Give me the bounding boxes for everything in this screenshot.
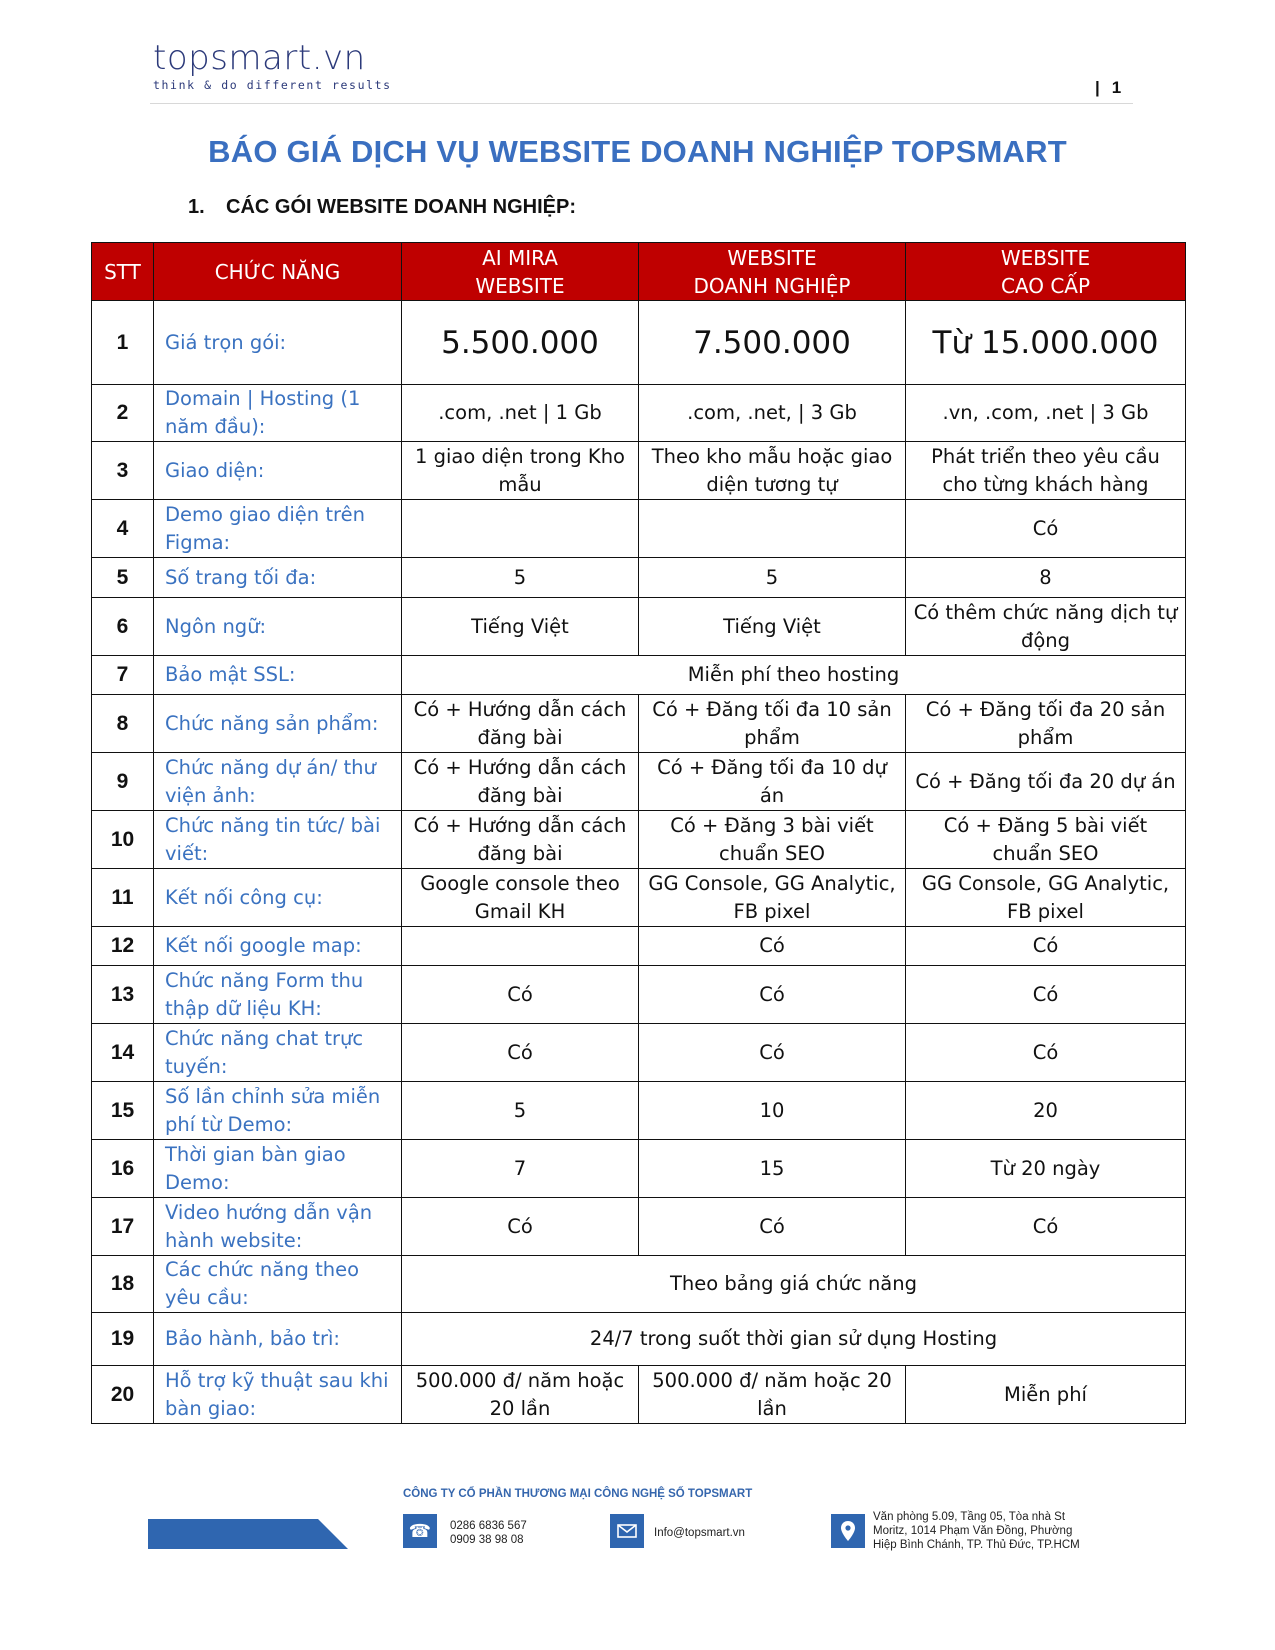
- row-number: 13: [92, 966, 154, 1024]
- feature-label: Các chức năng theo yêu cầu:: [154, 1256, 402, 1313]
- table-row: [92, 927, 1186, 966]
- table-row: [92, 811, 1186, 869]
- page-number-value: 1: [1111, 78, 1122, 97]
- cell-doanh-nghiep: Có: [639, 927, 906, 966]
- footer-address-line: Hiệp Bình Chánh, TP. Thủ Đức, TP.HCM: [873, 1539, 1080, 1551]
- cell-cao-cap: Có: [906, 966, 1186, 1024]
- row-number: 10: [92, 811, 154, 869]
- table-row: [92, 1198, 1186, 1256]
- row-number: 3: [92, 442, 154, 500]
- table-row: [92, 385, 1186, 442]
- cell-cao-cap: Miễn phí: [906, 1366, 1186, 1424]
- cell-doanh-nghiep: Theo kho mẫu hoặc giao diện tương tự: [639, 442, 906, 500]
- cell-cao-cap: Có: [906, 1198, 1186, 1256]
- table-row: [92, 558, 1186, 598]
- row-number: 20: [92, 1366, 154, 1424]
- feature-label: Domain | Hosting (1 năm đầu):: [154, 385, 402, 442]
- cell-cao-cap: Có + Đăng tối đa 20 sản phẩm: [906, 695, 1186, 753]
- cell-ai-mira: [402, 500, 639, 558]
- feature-label: Chức năng sản phẩm:: [154, 695, 402, 753]
- page-title: BÁO GIÁ DỊCH VỤ WEBSITE DOANH NGHIỆP TOPSMART: [208, 134, 1067, 169]
- feature-label: Kết nối google map:: [154, 927, 402, 966]
- cell-ai-mira: Google console theo Gmail KH: [402, 869, 639, 927]
- cell-doanh-nghiep: 7.500.000: [639, 301, 906, 385]
- footer-phone-2: 0909 38 98 08: [450, 1534, 524, 1546]
- table-row: [92, 301, 1186, 385]
- cell-ai-mira: 1 giao diện trong Kho mẫu: [402, 442, 639, 500]
- row-number: 5: [92, 558, 154, 598]
- row-number: 8: [92, 695, 154, 753]
- cell-ai-mira: Có + Hướng dẫn cách đăng bài: [402, 753, 639, 811]
- phone-icon: ☎: [403, 1514, 437, 1548]
- cell-doanh-nghiep: Có: [639, 966, 906, 1024]
- cell-doanh-nghiep: Có: [639, 1024, 906, 1082]
- table-row: [92, 598, 1186, 656]
- cell-ai-mira: 500.000 đ/ năm hoặc 20 lần: [402, 1366, 639, 1424]
- merged-value: Miễn phí theo hosting: [402, 656, 1186, 695]
- footer-address-line: Moritz, 1014 Phạm Văn Đồng, Phường: [873, 1525, 1073, 1537]
- cell-doanh-nghiep: Có + Đăng tối đa 10 sản phẩm: [639, 695, 906, 753]
- cell-doanh-nghiep: [639, 500, 906, 558]
- feature-label: Số trang tối đa:: [154, 558, 402, 598]
- logo-tagline: think & do different results: [153, 78, 392, 92]
- cell-ai-mira: 5.500.000: [402, 301, 639, 385]
- feature-label: Hỗ trợ kỹ thuật sau khi bàn giao:: [154, 1366, 402, 1424]
- table-row: [92, 966, 1186, 1024]
- page-number: [1095, 78, 1121, 98]
- table-row: [92, 656, 1186, 695]
- feature-label: Thời gian bàn giao Demo:: [154, 1140, 402, 1198]
- header-stt: STT: [92, 243, 154, 301]
- price-table: [91, 242, 1186, 1424]
- row-number: 2: [92, 385, 154, 442]
- cell-doanh-nghiep: Có: [639, 1198, 906, 1256]
- feature-label: Giá trọn gói:: [154, 301, 402, 385]
- row-number: 11: [92, 869, 154, 927]
- cell-doanh-nghiep: Tiếng Việt: [639, 598, 906, 656]
- feature-label: Demo giao diện trên Figma:: [154, 500, 402, 558]
- cell-cao-cap: Có: [906, 927, 1186, 966]
- cell-ai-mira: Có: [402, 1198, 639, 1256]
- footer-email[interactable]: Info@topsmart.vn: [654, 1527, 745, 1539]
- cell-cao-cap: Có + Đăng 5 bài viết chuẩn SEO: [906, 811, 1186, 869]
- cell-ai-mira: [402, 927, 639, 966]
- cell-cao-cap: Có + Đăng tối đa 20 dự án: [906, 753, 1186, 811]
- cell-ai-mira: .com, .net | 1 Gb: [402, 385, 639, 442]
- cell-ai-mira: Có + Hướng dẫn cách đăng bài: [402, 811, 639, 869]
- cell-doanh-nghiep: Có + Đăng 3 bài viết chuẩn SEO: [639, 811, 906, 869]
- merged-value: 24/7 trong suốt thời gian sử dụng Hosting: [402, 1313, 1186, 1366]
- feature-label: Kết nối công cụ:: [154, 869, 402, 927]
- table-row: [92, 442, 1186, 500]
- feature-label: Chức năng tin tức/ bài viết:: [154, 811, 402, 869]
- feature-label: Giao diện:: [154, 442, 402, 500]
- cell-cao-cap: GG Console, GG Analytic, FB pixel: [906, 869, 1186, 927]
- cell-cao-cap: Từ 15.000.000: [906, 301, 1186, 385]
- cell-ai-mira: Có: [402, 966, 639, 1024]
- row-number: 7: [92, 656, 154, 695]
- table-row: [92, 869, 1186, 927]
- cell-cao-cap: Từ 20 ngày: [906, 1140, 1186, 1198]
- section-label: CÁC GÓI WEBSITE DOANH NGHIỆP:: [226, 196, 577, 218]
- cell-ai-mira: Có: [402, 1024, 639, 1082]
- logo-wordmark: topsmart.vn: [153, 38, 366, 78]
- cell-cao-cap: 20: [906, 1082, 1186, 1140]
- table-row: [92, 1256, 1186, 1313]
- cell-doanh-nghiep: .com, .net, | 3 Gb: [639, 385, 906, 442]
- row-number: 17: [92, 1198, 154, 1256]
- feature-label: Chức năng Form thu thập dữ liệu KH:: [154, 966, 402, 1024]
- row-number: 19: [92, 1313, 154, 1366]
- cell-ai-mira: 5: [402, 558, 639, 598]
- table-row: [92, 1082, 1186, 1140]
- map-pin-icon: [831, 1514, 865, 1548]
- row-number: 18: [92, 1256, 154, 1313]
- row-number: 9: [92, 753, 154, 811]
- footer-company: CÔNG TY CỔ PHẦN THƯƠNG MẠI CÔNG NGHỆ SỐ TOPSMART: [403, 1488, 753, 1500]
- feature-label: Bảo mật SSL:: [154, 656, 402, 695]
- header-divider: [150, 103, 1133, 104]
- cell-cao-cap: .vn, .com, .net | 3 Gb: [906, 385, 1186, 442]
- feature-label: Ngôn ngữ:: [154, 598, 402, 656]
- cell-cao-cap: 8: [906, 558, 1186, 598]
- cell-ai-mira: Có + Hướng dẫn cách đăng bài: [402, 695, 639, 753]
- row-number: 1: [92, 301, 154, 385]
- table-row: [92, 500, 1186, 558]
- logo: [153, 40, 392, 92]
- table-row: [92, 1313, 1186, 1366]
- cell-doanh-nghiep: 10: [639, 1082, 906, 1140]
- table-row: [92, 695, 1186, 753]
- feature-label: Video hướng dẫn vận hành website:: [154, 1198, 402, 1256]
- feature-label: Chức năng dự án/ thư viện ảnh:: [154, 753, 402, 811]
- feature-label: Số lần chỉnh sửa miễn phí từ Demo:: [154, 1082, 402, 1140]
- table-header-row: [92, 243, 1186, 301]
- cell-doanh-nghiep: GG Console, GG Analytic, FB pixel: [639, 869, 906, 927]
- footer-phone-1: 0286 6836 567: [450, 1520, 527, 1532]
- feature-label: Bảo hành, bảo trì:: [154, 1313, 402, 1366]
- cell-ai-mira: 7: [402, 1140, 639, 1198]
- cell-ai-mira: 5: [402, 1082, 639, 1140]
- row-number: 15: [92, 1082, 154, 1140]
- footer-phones: [450, 1519, 527, 1547]
- table-row: [92, 1024, 1186, 1082]
- header-ai-mira: AI MIRA WEBSITE: [402, 243, 639, 301]
- row-number: 6: [92, 598, 154, 656]
- header-feature: CHỨC NĂNG: [154, 243, 402, 301]
- footer-address-line: Văn phòng 5.09, Tầng 05, Tòa nhà St: [873, 1511, 1066, 1523]
- cell-doanh-nghiep: 5: [639, 558, 906, 598]
- cell-cao-cap: Có thêm chức năng dịch tự động: [906, 598, 1186, 656]
- cell-cao-cap: Có: [906, 1024, 1186, 1082]
- footer-accent-bar: [148, 1519, 348, 1549]
- cell-doanh-nghiep: Có + Đăng tối đa 10 dự án: [639, 753, 906, 811]
- cell-cao-cap: Có: [906, 500, 1186, 558]
- cell-doanh-nghiep: 15: [639, 1140, 906, 1198]
- section-number: 1.: [188, 196, 205, 218]
- table-row: [92, 1140, 1186, 1198]
- feature-label: Chức năng chat trực tuyến:: [154, 1024, 402, 1082]
- cell-ai-mira: Tiếng Việt: [402, 598, 639, 656]
- table-row: [92, 753, 1186, 811]
- footer-address: [873, 1510, 1080, 1552]
- header-doanh-nghiep: WEBSITE DOANH NGHIỆP: [639, 243, 906, 301]
- cell-doanh-nghiep: 500.000 đ/ năm hoặc 20 lần: [639, 1366, 906, 1424]
- page-separator: |: [1095, 78, 1100, 97]
- row-number: 4: [92, 500, 154, 558]
- envelope-icon: [610, 1514, 644, 1548]
- cell-cao-cap: Phát triển theo yêu cầu cho từng khách hàng: [906, 442, 1186, 500]
- section-heading: [188, 196, 576, 219]
- row-number: 12: [92, 927, 154, 966]
- table-row: [92, 1366, 1186, 1424]
- row-number: 16: [92, 1140, 154, 1198]
- row-number: 14: [92, 1024, 154, 1082]
- header-cao-cap: WEBSITE CAO CẤP: [906, 243, 1186, 301]
- merged-value: Theo bảng giá chức năng: [402, 1256, 1186, 1313]
